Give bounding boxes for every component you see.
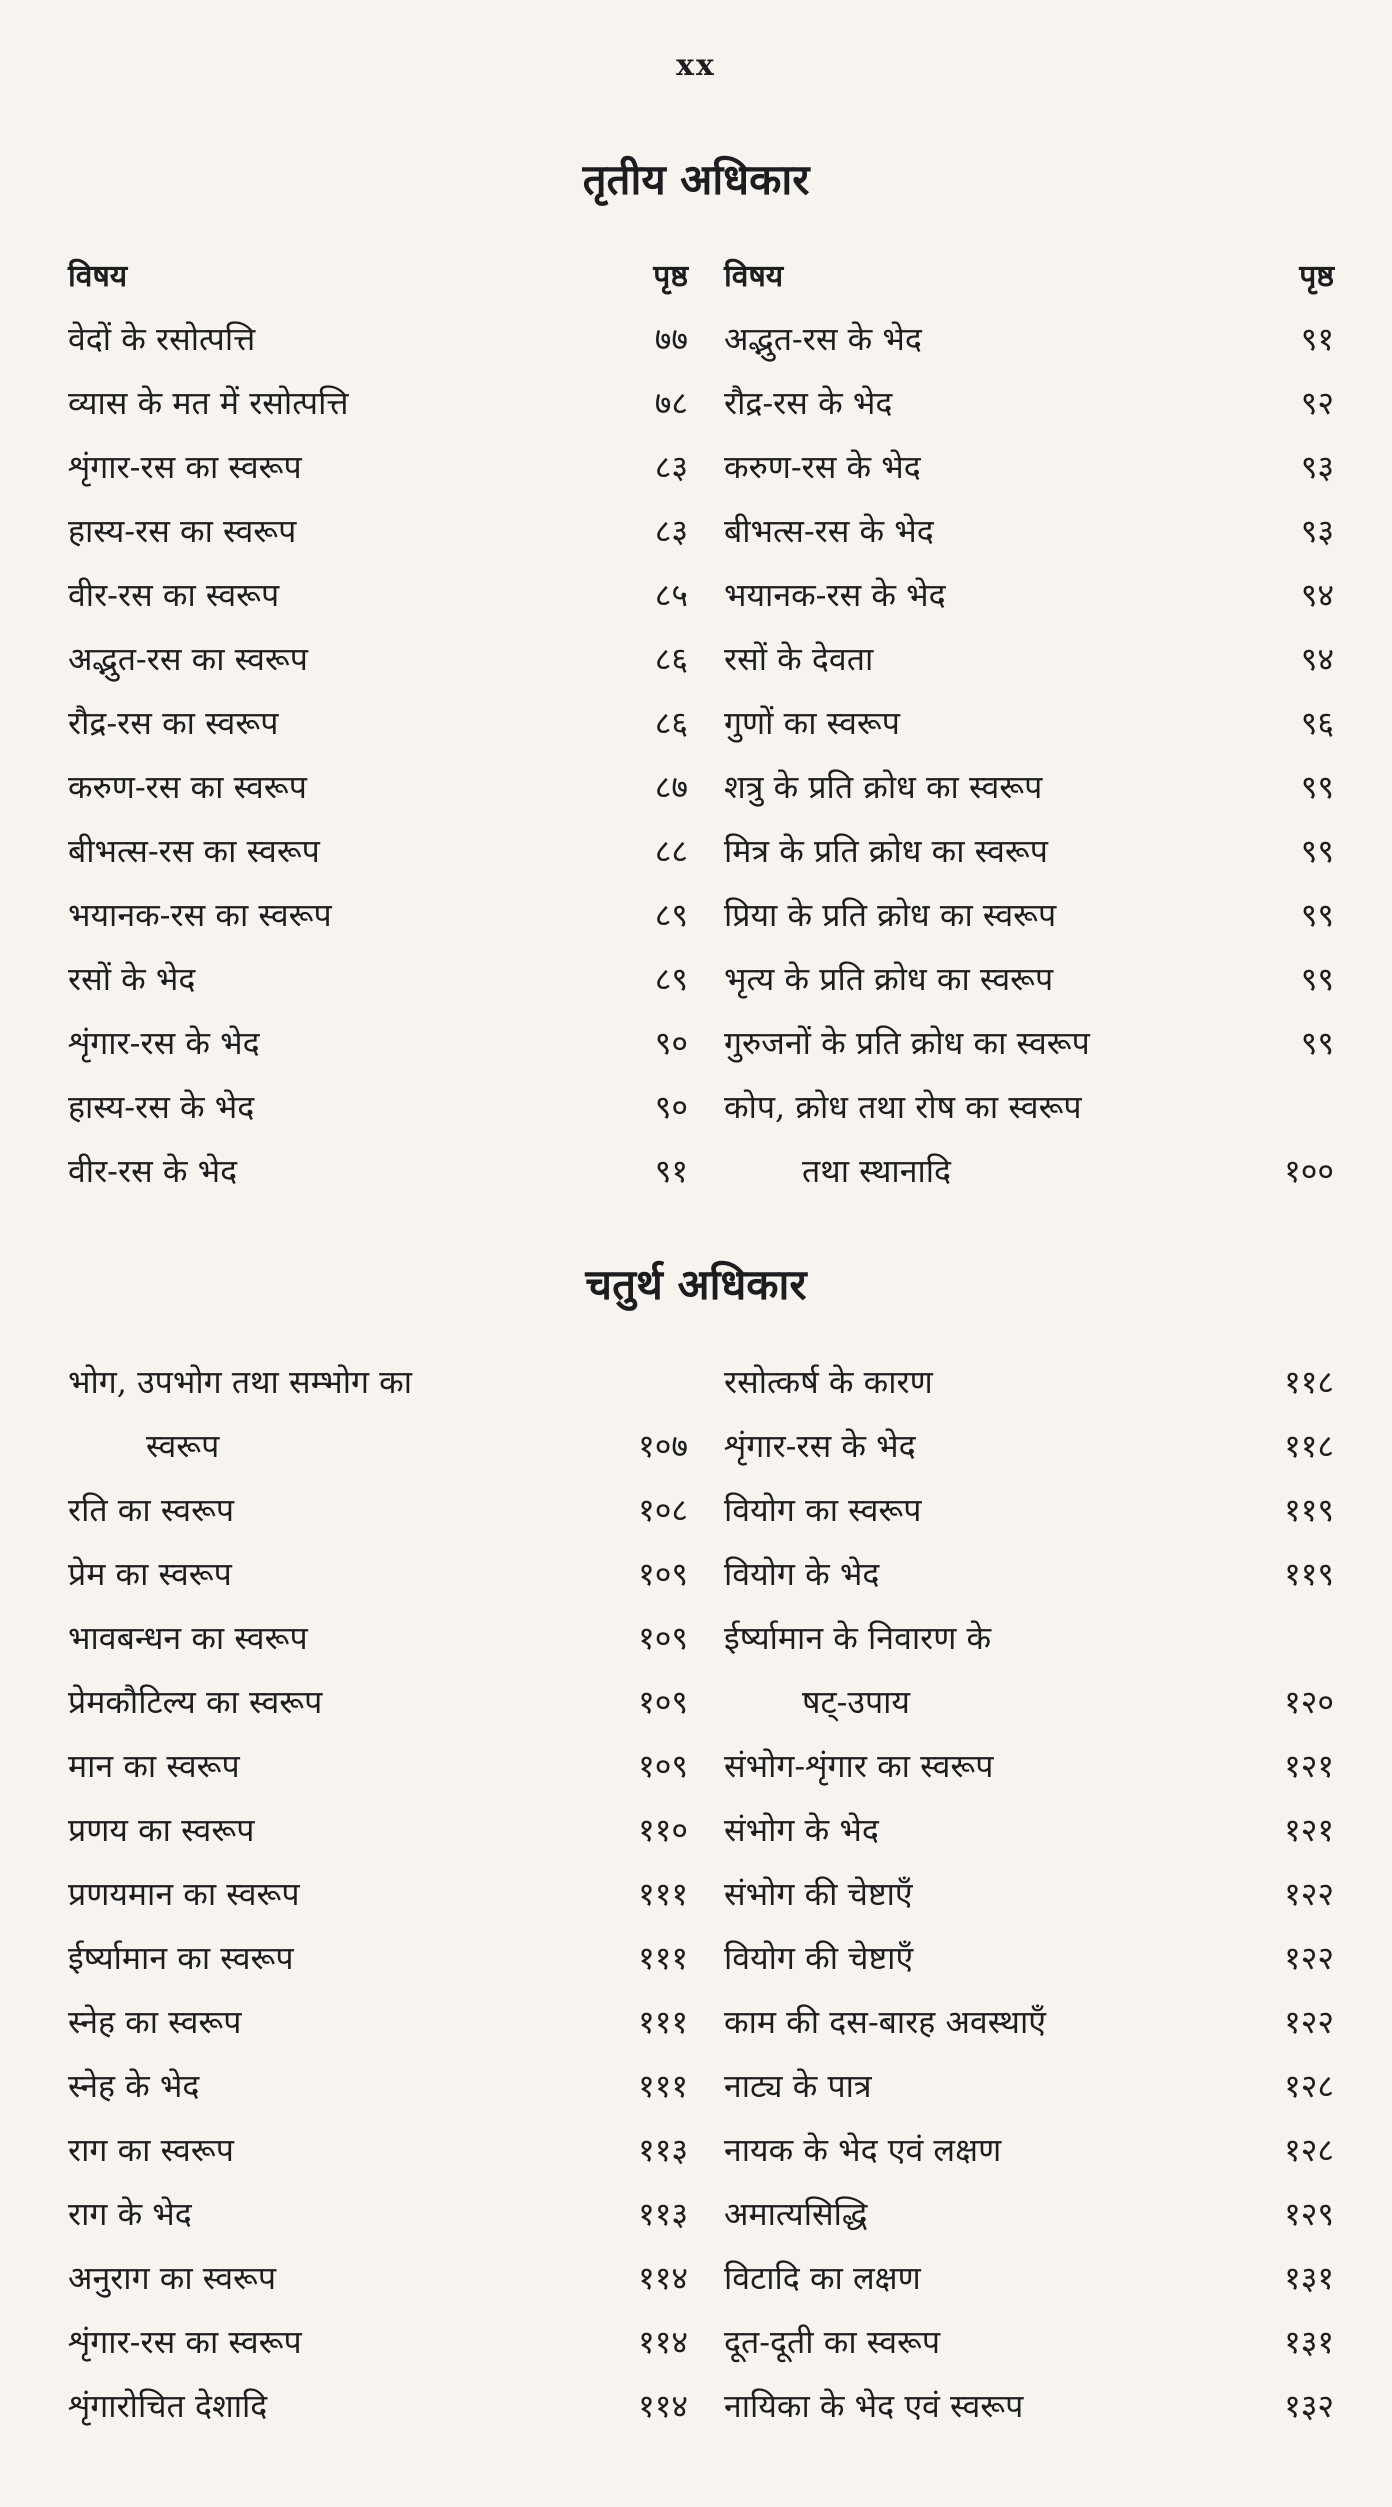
toc-topic: विटादि का लक्षण xyxy=(724,2258,921,2297)
toc-row xyxy=(724,626,1334,690)
toc-page-number: पृष्ठ xyxy=(653,258,688,294)
toc-row xyxy=(724,690,1334,754)
toc-page-number: १३१ xyxy=(1284,2322,1334,2361)
toc-page-number: १०९ xyxy=(638,1746,688,1785)
toc-page-number: ८८ xyxy=(654,831,688,870)
toc-page-number: १२१ xyxy=(1284,1746,1334,1785)
toc-topic: राग के भेद xyxy=(68,2194,192,2233)
toc-row xyxy=(68,2309,688,2373)
toc-row xyxy=(724,1733,1334,1797)
toc-topic: काम की दस-बारह अवस्थाएँ xyxy=(724,2002,1046,2041)
toc-row xyxy=(68,434,688,498)
toc-page-number: ८९ xyxy=(654,959,688,998)
toc-topic: रति का स्वरूप xyxy=(68,1490,235,1529)
toc-row xyxy=(68,1349,688,1413)
toc-topic: वियोग का स्वरूप xyxy=(724,1490,922,1529)
toc-page-number: ११४ xyxy=(638,2258,688,2297)
toc-topic: बीभत्स-रस का स्वरूप xyxy=(68,831,320,870)
toc-row xyxy=(68,1138,688,1202)
toc-topic: वीर-रस के भेद xyxy=(68,1151,238,1190)
toc-topic: करुण-रस का स्वरूप xyxy=(68,767,307,806)
toc-page-number: पृष्ठ xyxy=(1299,258,1334,294)
toc-row xyxy=(68,562,688,626)
toc-page-number: १३२ xyxy=(1284,2386,1334,2425)
toc-page-number: ८६ xyxy=(654,639,688,678)
column-header xyxy=(68,242,688,306)
toc-topic: भयानक-रस का स्वरूप xyxy=(68,895,332,934)
section-4-right-column xyxy=(724,1349,1334,2437)
toc-row xyxy=(724,2245,1334,2309)
toc-topic: शृंगार-रस का स्वरूप xyxy=(68,2322,302,2361)
toc-page-number: ११४ xyxy=(638,2322,688,2361)
toc-row xyxy=(724,434,1334,498)
toc-page-number: १२२ xyxy=(1284,1874,1334,1913)
toc-row xyxy=(724,1797,1334,1861)
toc-topic: मान का स्वरूप xyxy=(68,1746,240,1785)
toc-row xyxy=(68,2053,688,2117)
toc-row xyxy=(68,2117,688,2181)
toc-row xyxy=(68,306,688,370)
toc-topic: वेदों के रसोत्पत्ति xyxy=(68,319,256,358)
toc-page-number: ७७ xyxy=(654,319,688,358)
toc-row xyxy=(724,818,1334,882)
toc-row xyxy=(68,626,688,690)
toc-row xyxy=(68,690,688,754)
toc-row xyxy=(68,1541,688,1605)
toc-row xyxy=(68,370,688,434)
toc-row xyxy=(68,1989,688,2053)
toc-topic: रसों के देवता xyxy=(724,639,874,678)
toc-row xyxy=(724,1669,1334,1733)
toc-topic: शृंगारोचित देशादि xyxy=(68,2386,268,2425)
toc-page-number: १२८ xyxy=(1284,2130,1334,2169)
toc-row xyxy=(724,1861,1334,1925)
toc-topic: वियोग के भेद xyxy=(724,1554,880,1593)
toc-topic: भृत्य के प्रति क्रोध का स्वरूप xyxy=(724,959,1054,998)
toc-topic: ईर्ष्यामान का स्वरूप xyxy=(68,1938,294,1977)
toc-page-number: ११४ xyxy=(638,2386,688,2425)
toc-row xyxy=(68,1861,688,1925)
toc-page-number: ११८ xyxy=(1284,1426,1334,1465)
toc-topic: रौद्र-रस के भेद xyxy=(724,383,893,422)
toc-topic: अनुराग का स्वरूप xyxy=(68,2258,277,2297)
toc-topic: अद्भुत-रस का स्वरूप xyxy=(68,639,308,678)
toc-row xyxy=(724,882,1334,946)
toc-page-number: ११९ xyxy=(1284,1554,1334,1593)
toc-page-number: ९९ xyxy=(1300,1023,1334,1062)
toc-topic: रसों के भेद xyxy=(68,959,196,998)
toc-page-number: ९२ xyxy=(1300,383,1334,422)
toc-page-number: ९१ xyxy=(654,1151,688,1190)
toc-page-number: १२० xyxy=(1284,1682,1334,1721)
toc-row xyxy=(68,1605,688,1669)
toc-topic: संभोग की चेष्टाएँ xyxy=(724,1874,913,1913)
toc-topic: वीर-रस का स्वरूप xyxy=(68,575,280,614)
toc-topic: प्रिया के प्रति क्रोध का स्वरूप xyxy=(724,895,1057,934)
toc-row xyxy=(724,498,1334,562)
toc-page-number: १०९ xyxy=(638,1554,688,1593)
toc-page-number: ९१ xyxy=(1300,319,1334,358)
toc-topic: मित्र के प्रति क्रोध का स्वरूप xyxy=(724,831,1048,870)
toc-topic: करुण-रस के भेद xyxy=(724,447,921,486)
toc-topic: शृंगार-रस के भेद xyxy=(724,1426,916,1465)
toc-topic: प्रेमकौटिल्य का स्वरूप xyxy=(68,1682,323,1721)
toc-topic: शृंगार-रस का स्वरूप xyxy=(68,447,302,486)
toc-row xyxy=(724,2181,1334,2245)
toc-row xyxy=(68,818,688,882)
toc-page-number: १०८ xyxy=(638,1490,688,1529)
toc-topic: स्वरूप xyxy=(146,1426,220,1465)
toc-topic: गुणों का स्वरूप xyxy=(724,703,900,742)
toc-row xyxy=(68,1797,688,1861)
toc-page-number: ११३ xyxy=(638,2130,688,2169)
section-3-title: तृतीय अधिकार xyxy=(582,155,810,204)
toc-topic: विषय xyxy=(724,258,784,294)
toc-topic: प्रेम का स्वरूप xyxy=(68,1554,232,1593)
toc-row xyxy=(724,1349,1334,1413)
toc-topic: दूत-दूती का स्वरूप xyxy=(724,2322,941,2361)
toc-row xyxy=(724,1477,1334,1541)
toc-topic: अद्भुत-रस के भेद xyxy=(724,319,922,358)
toc-topic: स्नेह के भेद xyxy=(68,2066,200,2105)
toc-page-number: ९० xyxy=(654,1087,688,1126)
toc-row xyxy=(724,2309,1334,2373)
toc-page-number: ८६ xyxy=(654,703,688,742)
toc-page-number: ९४ xyxy=(1300,575,1334,614)
column-header xyxy=(724,242,1334,306)
toc-topic: भोग, उपभोग तथा सम्भोग का xyxy=(68,1362,413,1401)
toc-topic: बीभत्स-रस के भेद xyxy=(724,511,934,550)
toc-page-number: १०० xyxy=(1284,1151,1334,1190)
toc-row xyxy=(68,2181,688,2245)
toc-topic: रसोत्कर्ष के कारण xyxy=(724,1362,933,1401)
toc-topic: संभोग के भेद xyxy=(724,1810,879,1849)
toc-page-number: १११ xyxy=(638,1938,688,1977)
toc-row xyxy=(724,370,1334,434)
toc-page-number: ८७ xyxy=(654,767,688,806)
toc-row xyxy=(724,562,1334,626)
toc-topic: हास्य-रस के भेद xyxy=(68,1087,255,1126)
toc-page-number: १३१ xyxy=(1284,2258,1334,2297)
page-number: xx xyxy=(676,48,716,83)
toc-page-number: ११० xyxy=(638,1810,688,1849)
toc-page-number: ९६ xyxy=(1300,703,1334,742)
toc-page-number: ९४ xyxy=(1300,639,1334,678)
toc-row xyxy=(68,946,688,1010)
toc-row xyxy=(724,1138,1334,1202)
toc-row xyxy=(68,1010,688,1074)
toc-page-number: १०९ xyxy=(638,1618,688,1657)
toc-page-number: १२९ xyxy=(1284,2194,1334,2233)
toc-page-number: ११३ xyxy=(638,2194,688,2233)
toc-page-number: ९९ xyxy=(1300,959,1334,998)
section-4-left-column xyxy=(68,1349,688,2437)
toc-topic: राग का स्वरूप xyxy=(68,2130,234,2169)
toc-topic: हास्य-रस का स्वरूप xyxy=(68,511,297,550)
toc-topic: शृंगार-रस के भेद xyxy=(68,1023,260,1062)
toc-page-number: ९९ xyxy=(1300,767,1334,806)
toc-page-number: ११९ xyxy=(1284,1490,1334,1529)
toc-row xyxy=(724,754,1334,818)
toc-row xyxy=(724,1010,1334,1074)
toc-row xyxy=(68,1925,688,1989)
toc-row xyxy=(724,1605,1334,1669)
toc-page-number: ८९ xyxy=(654,895,688,934)
toc-row xyxy=(68,498,688,562)
toc-row xyxy=(68,1733,688,1797)
toc-page-number: १११ xyxy=(638,1874,688,1913)
toc-page-number: १२२ xyxy=(1284,2002,1334,2041)
toc-page-number: १११ xyxy=(638,2066,688,2105)
toc-topic: प्रणय का स्वरूप xyxy=(68,1810,255,1849)
toc-row xyxy=(68,882,688,946)
toc-page-number: ९० xyxy=(654,1023,688,1062)
toc-row xyxy=(724,1989,1334,2053)
toc-topic: व्यास के मत में रसोत्पत्ति xyxy=(68,383,349,422)
toc-topic: स्नेह का स्वरूप xyxy=(68,2002,242,2041)
section-3-left-column xyxy=(68,242,688,1202)
toc-topic: तथा स्थानादि xyxy=(802,1151,952,1190)
toc-row xyxy=(724,2117,1334,2181)
toc-topic: विषय xyxy=(68,258,128,294)
toc-topic: षट्-उपाय xyxy=(802,1682,910,1721)
toc-topic: नायिका के भेद एवं स्वरूप xyxy=(724,2386,1024,2425)
toc-row xyxy=(724,2053,1334,2117)
toc-row xyxy=(724,2373,1334,2437)
toc-page-number: १२१ xyxy=(1284,1810,1334,1849)
toc-page-number: ९३ xyxy=(1300,447,1334,486)
toc-row xyxy=(724,1074,1334,1138)
toc-page-number: १११ xyxy=(638,2002,688,2041)
toc-topic: प्रणयमान का स्वरूप xyxy=(68,1874,300,1913)
toc-page-number: ८३ xyxy=(654,447,688,486)
toc-page-number: ८३ xyxy=(654,511,688,550)
toc-topic: नायक के भेद एवं लक्षण xyxy=(724,2130,1002,2169)
toc-page-number: ९९ xyxy=(1300,831,1334,870)
toc-page-number: ९३ xyxy=(1300,511,1334,550)
toc-topic: कोप, क्रोध तथा रोष का स्वरूप xyxy=(724,1087,1082,1126)
toc-row xyxy=(724,946,1334,1010)
toc-page-number: ८५ xyxy=(654,575,688,614)
toc-row xyxy=(68,754,688,818)
toc-topic: वियोग की चेष्टाएँ xyxy=(724,1938,914,1977)
section-4-title: चतुर्थ अधिकार xyxy=(585,1260,807,1309)
toc-row xyxy=(724,306,1334,370)
toc-topic: भावबन्धन का स्वरूप xyxy=(68,1618,308,1657)
toc-page-number: ११८ xyxy=(1284,1362,1334,1401)
section-3-right-column xyxy=(724,242,1334,1202)
toc-row xyxy=(68,1669,688,1733)
toc-row xyxy=(724,1541,1334,1605)
toc-page-number: १२२ xyxy=(1284,1938,1334,1977)
toc-row xyxy=(68,1477,688,1541)
toc-row xyxy=(724,1925,1334,1989)
toc-page-number: १२८ xyxy=(1284,2066,1334,2105)
toc-topic: भयानक-रस के भेद xyxy=(724,575,946,614)
toc-page-number: १०९ xyxy=(638,1682,688,1721)
toc-page-number: ७८ xyxy=(654,383,688,422)
toc-topic: गुरुजनों के प्रति क्रोध का स्वरूप xyxy=(724,1023,1090,1062)
toc-topic: रौद्र-रस का स्वरूप xyxy=(68,703,279,742)
toc-page-number: ९९ xyxy=(1300,895,1334,934)
toc-topic: संभोग-शृंगार का स्वरूप xyxy=(724,1746,994,1785)
toc-topic: शत्रु के प्रति क्रोध का स्वरूप xyxy=(724,767,1043,806)
toc-topic: ईर्ष्यामान के निवारण के xyxy=(724,1618,992,1657)
toc-row xyxy=(68,2373,688,2437)
toc-row xyxy=(68,2245,688,2309)
toc-page-number: १०७ xyxy=(638,1426,688,1465)
toc-topic: अमात्यसिद्धि xyxy=(724,2194,868,2233)
toc-row xyxy=(68,1413,688,1477)
toc-topic: नाट्य के पात्र xyxy=(724,2066,872,2105)
toc-row xyxy=(68,1074,688,1138)
toc-row xyxy=(724,1413,1334,1477)
